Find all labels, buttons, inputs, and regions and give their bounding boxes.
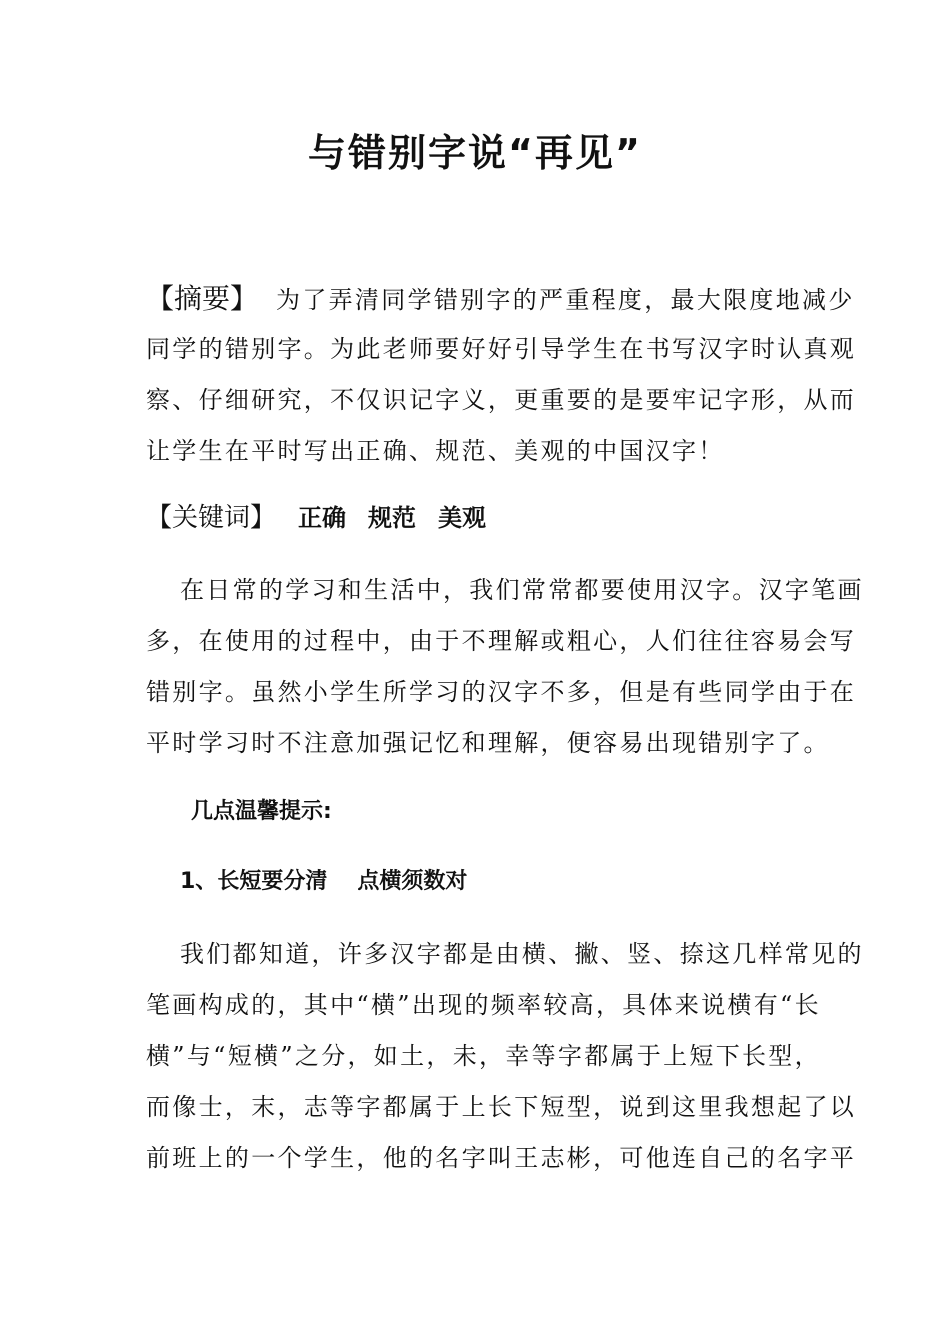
keywords-label: 【关键词】 <box>146 503 277 533</box>
abstract-line-4: 让学生在平时写出正确、规范、美观的中国汉字！ <box>146 437 725 465</box>
keyword-item: 规范 <box>368 504 417 532</box>
abstract-label: 【摘要】 <box>146 282 259 315</box>
point-1-line: 我们都知道，许多汉字都是由横、撇、竖、捺这几样常见的 <box>180 940 864 968</box>
keyword-item: 美观 <box>438 504 487 532</box>
point-1-heading <box>180 862 467 902</box>
document-title: 与错别字说“再见” <box>308 131 642 175</box>
abstract-line-3: 察、仔细研究，不仅识记字义，更重要的是要牢记字形，从而 <box>146 386 857 414</box>
tips-heading: 几点温馨提示: <box>191 799 332 824</box>
abstract-line-1 <box>146 273 855 324</box>
keywords-section <box>146 496 486 540</box>
abstract-text: 为了弄清同学错别字的严重程度，最大限度地减少 <box>276 286 855 314</box>
intro-line: 多，在使用的过程中，由于不理解或粗心，人们往往容易会写 <box>146 627 857 655</box>
point-1-part-a: 长短要分清 <box>217 869 328 894</box>
intro-paragraph <box>146 565 864 769</box>
point-1-number: 1、 <box>180 869 218 894</box>
abstract-section <box>146 273 857 477</box>
point-1-line: 横”与“短横”之分，如土，未，幸等字都属于上短下长型， <box>146 1042 821 1070</box>
intro-line: 在日常的学习和生活中，我们常常都要使用汉字。汉字笔画 <box>180 576 864 604</box>
point-1-part-b: 点横须数对 <box>357 869 468 894</box>
abstract-line-2: 同学的错别字。为此老师要好好引导学生在书写汉字时认真观 <box>146 335 857 363</box>
point-1-paragraph <box>146 929 864 1184</box>
intro-line: 平时学习时不注意加强记忆和理解，便容易出现错别字了。 <box>146 729 830 757</box>
point-1-line: 前班上的一个学生，他的名字叫王志彬，可他连自己的名字平 <box>146 1144 857 1172</box>
point-1-line: 笔画构成的，其中“横”出现的频率较高，具体来说横有“长 <box>146 991 821 1019</box>
keyword-item: 正确 <box>298 504 347 532</box>
point-1-line: 而像士，末，志等字都属于上长下短型，说到这里我想起了以 <box>146 1093 857 1121</box>
intro-line: 错别字。虽然小学生所学习的汉字不多，但是有些同学由于在 <box>146 678 857 706</box>
